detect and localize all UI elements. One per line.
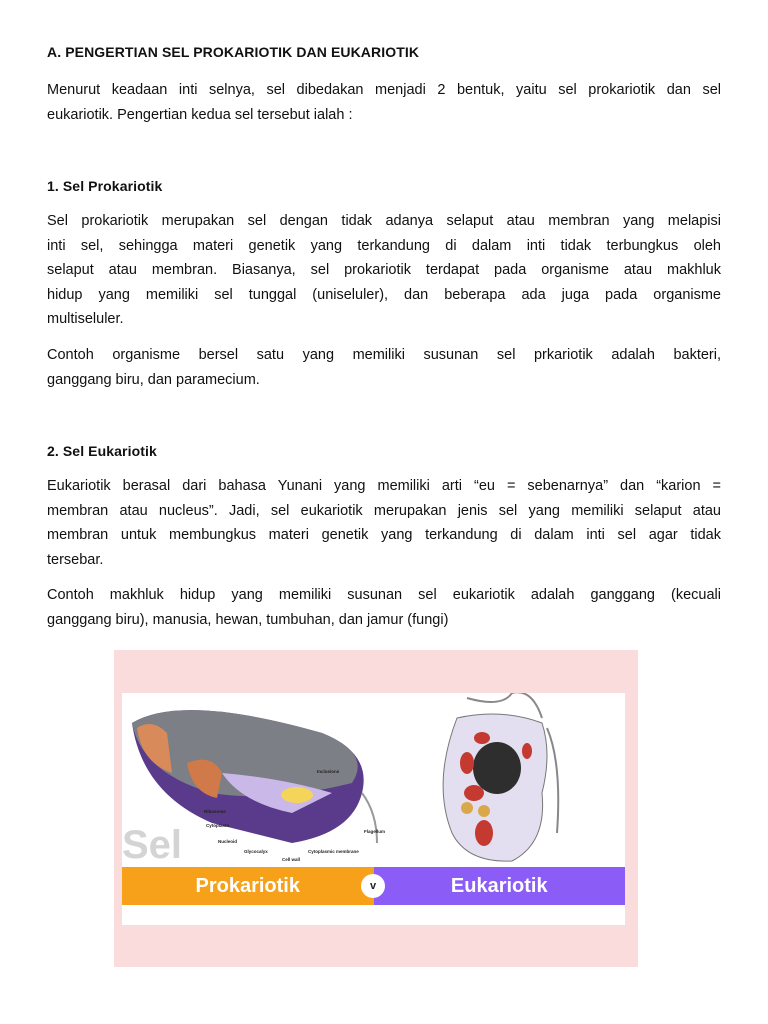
text-line: membran atau nucleus”. Jadi, sel eukariotik merupakan jenis sel yang memiliki selaput atau [47,502,721,519]
text-line: Eukariotik berasal dari bahasa Yunani yang memiliki arti “eu = sebenarnya” dan “karion = [47,478,721,494]
cell-comparison-figure [114,650,638,967]
text-line: membran untuk membungkus materi genetik yang terkandung di dalam inti sel agar tidak [47,527,721,543]
label-cytoplasmic-membrane: Cytoplasmic membrane [308,849,359,854]
eukariotik-paragraph-2 [47,583,721,632]
versus-badge: v [361,874,385,898]
prokariotik-paragraph-1 [47,209,721,332]
subheading-eukariotik: 2. Sel Eukariotik [47,443,157,459]
label-ribosome: Ribosome [204,809,226,814]
text-line: hidup yang memiliki sel tunggal (uniseluler), dan beberapa ada juga pada organisme [47,286,721,303]
text-line: multiseluler. [47,311,124,327]
text-line: inti sel, sehingga materi genetik yang terkandung di dalam inti tidak terbungkus oleh [47,237,721,254]
eukariotik-band: Eukariotik [374,867,626,905]
prokaryote-cell-illustration [132,710,385,862]
subheading-prokariotik: 1. Sel Prokariotik [47,178,163,194]
text-line: Menurut keadaan inti selnya, sel dibedakan menjadi 2 bentuk, yaitu sel prokariotik dan sel [47,82,721,98]
label-inclusions: Inclusions [317,769,340,774]
eukariotik-paragraph-1 [47,474,721,572]
sel-watermark: Sel [122,823,183,867]
text-line: Sel prokariotik merupakan sel dengan tidak adanya selaput atau membran yang melapisi [47,213,721,229]
section-heading: A. PENGERTIAN SEL PROKARIOTIK DAN EUKARIOTIK [47,44,420,60]
text-line: Contoh organisme bersel satu yang memiliki susunan sel prkariotik adalah bakteri, [47,347,721,363]
prokariotik-band: Prokariotik [122,867,374,905]
label-glycocalyx: Glycocalyx [244,849,268,854]
text-line: Contoh makhluk hidup yang memiliki susunan sel eukariotik adalah ganggang (kecuali [47,587,721,603]
label-flagellum: Flagellum [364,829,386,834]
text-line: selaput atau membran. Biasanya, sel prokariotik terdapat pada organisme atau makhluk [47,262,721,278]
text-line: ganggang biru), manusia, hewan, tumbuhan, dan jamur (fungi) [47,611,449,628]
figure-inner [122,693,625,925]
label-cytoplasm: Cytoplasm [206,823,230,828]
text-line: ganggang biru, dan paramecium. [47,371,260,388]
text-line: eukariotik. Pengertian kedua sel tersebut ialah : [47,106,353,123]
prokariotik-paragraph-2 [47,343,721,392]
eukaryote-cell-illustration [443,693,558,861]
text-line: tersebar. [47,551,104,568]
intro-paragraph [47,78,721,127]
label-cell-wall: Cell wall [282,857,301,862]
label-nucleoid: Nucleoid [218,839,238,844]
